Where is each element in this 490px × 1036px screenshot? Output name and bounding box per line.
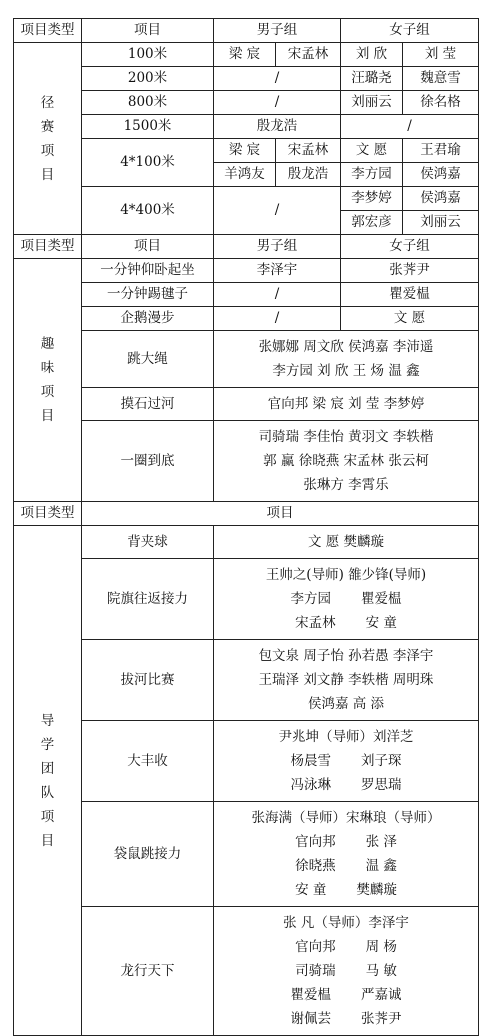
member-line: 王瑞泽 刘文静 李轶楷 周明珠 — [258, 672, 434, 688]
members-cell — [214, 907, 479, 1036]
event-name: 4*100米 — [82, 139, 214, 187]
members-cell — [214, 388, 479, 421]
male-athlete: 殷龙浩 — [214, 115, 341, 139]
member-line: 司骑瑞 李佳怡 黄羽文 李轶楷 — [258, 429, 434, 445]
female-athlete: 李方园 — [341, 163, 403, 187]
member-name: 宋孟林 — [295, 615, 336, 631]
header-item: 项目 — [82, 19, 214, 43]
event-name: 背夹球 — [82, 526, 214, 559]
event-row — [14, 67, 479, 91]
event-name: 800米 — [82, 91, 214, 115]
event-name: 大丰收 — [82, 721, 214, 802]
member-line: 包文泉 周子怡 孙若愚 李泽宇 — [258, 648, 434, 664]
member-name: 谢佩芸 — [290, 1011, 331, 1027]
female-none: / — [341, 115, 479, 139]
member-line: 张琳方 李霄乐 — [303, 477, 389, 493]
member-name: 温 鑫 — [365, 858, 397, 874]
event-name: 拔河比赛 — [82, 640, 214, 721]
event-name: 4*400米 — [82, 187, 214, 235]
member-name: 周 杨 — [365, 939, 397, 955]
member-line — [218, 830, 474, 854]
members-cell — [214, 421, 479, 502]
member-name: 樊麟璇 — [356, 882, 397, 898]
male-none: / — [214, 187, 341, 235]
female-athlete: 刘丽云 — [403, 211, 479, 235]
male-athlete: 宋孟林 — [276, 139, 341, 163]
event-row — [14, 115, 479, 139]
event-row — [14, 721, 479, 802]
members-cell — [214, 802, 479, 907]
event-name: 摸石过河 — [82, 388, 214, 421]
member-line: 尹兆坤（导师）刘洋芝 — [278, 729, 414, 745]
member-line — [218, 773, 474, 797]
member-line: 李方园 刘 欣 王 炀 温 鑫 — [272, 363, 420, 379]
header-type: 项目类型 — [14, 502, 82, 526]
header-male: 男子组 — [214, 235, 341, 259]
event-name: 跳大绳 — [82, 331, 214, 388]
members-cell — [214, 640, 479, 721]
male-none: / — [214, 67, 341, 91]
member-line: 张 凡（导师）李泽宇 — [283, 915, 409, 931]
female-athlete: 张荠尹 — [341, 259, 479, 283]
event-name: 龙行天下 — [82, 907, 214, 1036]
event-row — [14, 187, 479, 211]
event-name: 袋鼠跳接力 — [82, 802, 214, 907]
member-name: 罗思瑞 — [361, 777, 402, 793]
event-name: 一圈到底 — [82, 421, 214, 502]
event-row — [14, 91, 479, 115]
event-row — [14, 421, 479, 502]
member-name: 张 泽 — [365, 834, 397, 850]
member-line — [218, 878, 474, 902]
female-athlete: 文 愿 — [341, 307, 479, 331]
category-label: 导 学 团 队 项 目 — [14, 526, 82, 1036]
female-athlete: 刘 欣 — [341, 43, 403, 67]
category-label: 趣 味 项 目 — [14, 259, 82, 502]
female-athlete: 刘丽云 — [341, 91, 403, 115]
event-row — [14, 388, 479, 421]
members-cell — [214, 526, 479, 559]
female-athlete: 侯鸿嘉 — [403, 163, 479, 187]
member-line — [218, 1007, 474, 1031]
event-row — [14, 259, 479, 283]
members-cell — [214, 331, 479, 388]
header-row — [14, 502, 479, 526]
event-row — [14, 559, 479, 640]
header-item: 项目 — [82, 502, 479, 526]
event-name: 企鹅漫步 — [82, 307, 214, 331]
event-name: 院旗往返接力 — [82, 559, 214, 640]
header-female: 女子组 — [341, 19, 479, 43]
male-athlete: 梁 宸 — [214, 139, 276, 163]
event-row — [14, 526, 479, 559]
male-athlete: 羊鸿友 — [214, 163, 276, 187]
female-athlete: 李梦婷 — [341, 187, 403, 211]
member-line — [218, 611, 474, 635]
male-athlete: 梁 宸 — [214, 43, 276, 67]
member-name: 李方园 — [290, 591, 331, 607]
member-name: 瞿爱榅 — [290, 987, 331, 1003]
event-name: 100米 — [82, 43, 214, 67]
member-line — [218, 983, 474, 1007]
category-label: 径 赛 项 目 — [14, 43, 82, 235]
male-none: / — [214, 91, 341, 115]
member-line: 张娜娜 周文欣 侯鸿嘉 李沛遥 — [258, 339, 434, 355]
member-line: 张海满（导师）宋琳琅（导师） — [251, 810, 441, 826]
female-athlete: 汪璐尧 — [341, 67, 403, 91]
members-cell — [214, 721, 479, 802]
member-line: 王帅之(导师) 雒少锋(导师) — [265, 567, 427, 583]
member-name: 刘子琛 — [361, 753, 402, 769]
female-athlete: 侯鸿嘉 — [403, 187, 479, 211]
member-name: 严嘉诚 — [361, 987, 402, 1003]
member-name: 司骑瑞 — [295, 963, 336, 979]
header-type: 项目类型 — [14, 19, 82, 43]
female-athlete: 文 愿 — [341, 139, 403, 163]
female-athlete: 王君瑜 — [403, 139, 479, 163]
member-line — [218, 587, 474, 611]
header-male: 男子组 — [214, 19, 341, 43]
header-item: 项目 — [82, 235, 214, 259]
female-athlete: 刘 莹 — [403, 43, 479, 67]
member-name: 瞿爱榅 — [361, 591, 402, 607]
header-female: 女子组 — [341, 235, 479, 259]
member-name: 张荠尹 — [361, 1011, 402, 1027]
member-name: 冯泳琳 — [290, 777, 331, 793]
member-name: 安 童 — [365, 615, 397, 631]
members-cell — [214, 559, 479, 640]
male-athlete: / — [214, 307, 341, 331]
event-row — [14, 802, 479, 907]
event-name: 1500米 — [82, 115, 214, 139]
event-row — [14, 283, 479, 307]
female-athlete: 徐名格 — [403, 91, 479, 115]
member-line — [218, 854, 474, 878]
header-type: 项目类型 — [14, 235, 82, 259]
event-row — [14, 640, 479, 721]
event-row — [14, 331, 479, 388]
member-name: 官向邦 — [295, 834, 336, 850]
member-name: 官向邦 — [295, 939, 336, 955]
event-row — [14, 43, 479, 67]
male-athlete: 宋孟林 — [276, 43, 341, 67]
member-line: 侯鸿嘉 高 添 — [307, 696, 385, 712]
member-name: 杨晨雪 — [290, 753, 331, 769]
female-athlete: 魏意雪 — [403, 67, 479, 91]
member-line — [218, 935, 474, 959]
event-name: 200米 — [82, 67, 214, 91]
event-row — [14, 307, 479, 331]
event-roster-table — [13, 18, 479, 1036]
member-line — [218, 749, 474, 773]
event-row — [14, 139, 479, 163]
member-line: 郭 赢 徐晓燕 宋孟林 张云柯 — [263, 453, 429, 469]
member-name: 马 敏 — [365, 963, 397, 979]
header-row — [14, 235, 479, 259]
member-line: 文 愿 樊麟璇 — [307, 534, 385, 550]
member-line: 官向邦 梁 宸 刘 莹 李梦婷 — [267, 396, 425, 412]
male-athlete: 李泽宇 — [214, 259, 341, 283]
female-athlete: 瞿爱榅 — [341, 283, 479, 307]
member-name: 安 童 — [295, 882, 327, 898]
header-row — [14, 19, 479, 43]
male-athlete: 殷龙浩 — [276, 163, 341, 187]
event-name: 一分钟踢毽子 — [82, 283, 214, 307]
male-athlete: / — [214, 283, 341, 307]
event-row — [14, 907, 479, 1036]
event-name: 一分钟仰卧起坐 — [82, 259, 214, 283]
member-name: 徐晓燕 — [295, 858, 336, 874]
member-line — [218, 959, 474, 983]
female-athlete: 郭宏彦 — [341, 211, 403, 235]
